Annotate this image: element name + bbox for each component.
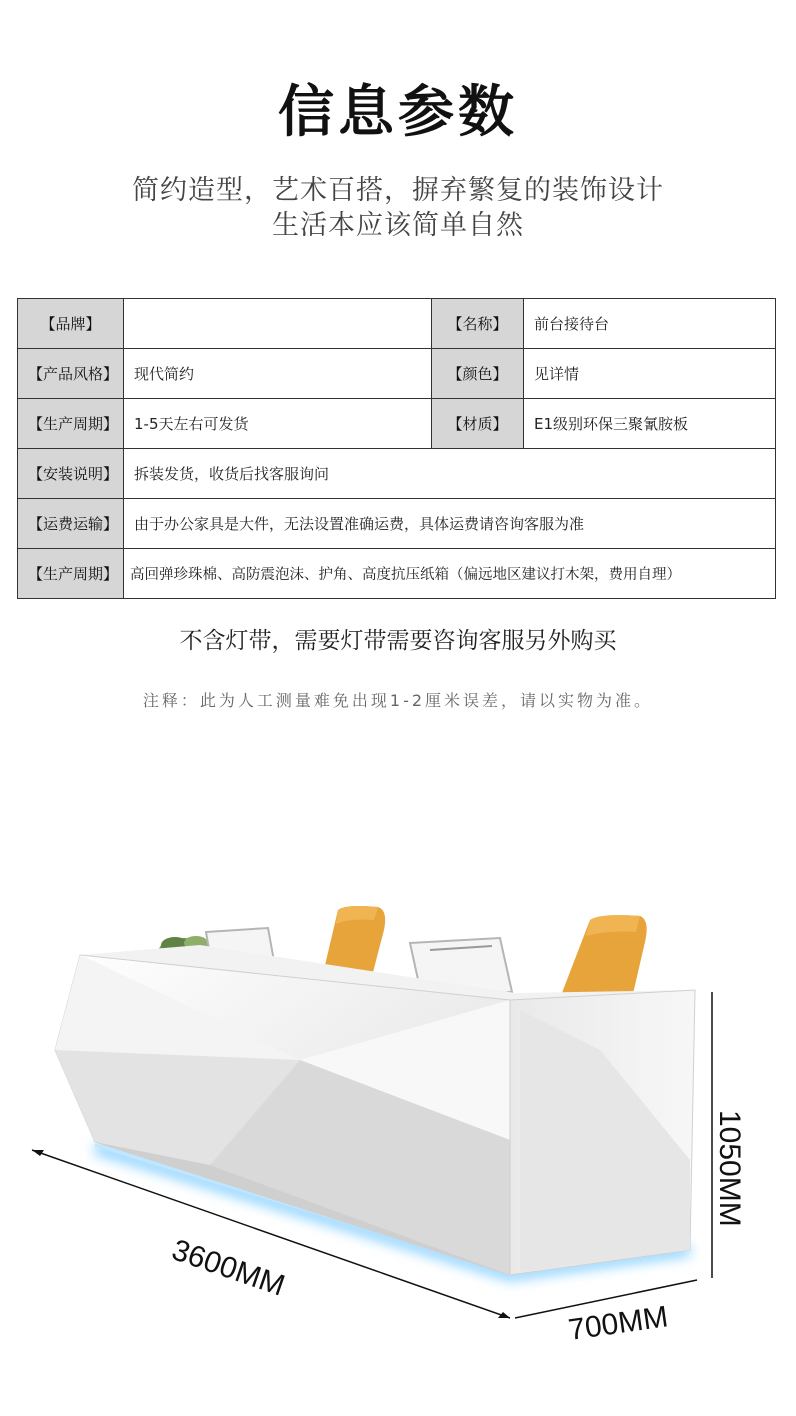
style-label: 【产品风格】 [18, 349, 124, 399]
spec-table [17, 298, 776, 599]
height-label: 1050MM [713, 1110, 746, 1227]
table-row [18, 499, 776, 549]
packing-value: 高回弹珍珠棉、高防震泡沫、护角、高度抗压纸箱（偏远地区建议打木架，费用自理） [124, 549, 776, 599]
page-title: 信息参数 [278, 80, 518, 145]
reception-desk-illustration [0, 880, 796, 1360]
install-label: 【安装说明】 [18, 449, 124, 499]
install-value: 拆装发货，收货后找客服询问 [124, 449, 776, 499]
name-label: 【名称】 [432, 299, 524, 349]
depth-label: 700MM [566, 1300, 671, 1347]
table-row [18, 449, 776, 499]
chair-right [560, 915, 647, 998]
table-row [18, 399, 776, 449]
material-label: 【材质】 [432, 399, 524, 449]
cycle-label: 【生产周期】 [18, 399, 124, 449]
subtitle-line-1: 简约造型，艺术百搭，摒弃繁复的装饰设计 [132, 175, 664, 206]
height-dimension [712, 992, 746, 1278]
color-label: 【颜色】 [432, 349, 524, 399]
material-value: E1级别环保三聚氰胺板 [524, 399, 776, 449]
shipping-label: 【运费运输】 [18, 499, 124, 549]
measurement-note: 注释：此为人工测量难免出现1-2厘米误差，请以实物为准。 [142, 691, 654, 710]
table-row [18, 349, 776, 399]
name-value: 前台接待台 [524, 299, 776, 349]
depth-dimension [515, 1280, 697, 1347]
reception-desk [55, 945, 695, 1275]
style-value: 现代简约 [124, 349, 432, 399]
led-notice: 不含灯带，需要灯带需要咨询客服另外购买 [179, 628, 617, 654]
cycle-value: 1-5天左右可发货 [124, 399, 432, 449]
brand-value [124, 299, 432, 349]
length-label: 3600MM [167, 1233, 289, 1303]
color-value: 见详情 [524, 349, 776, 399]
table-row [18, 549, 776, 599]
table-row [18, 299, 776, 349]
shipping-value: 由于办公家具是大件，无法设置准确运费，具体运费请咨询客服为准 [124, 499, 776, 549]
packing-label: 【生产周期】 [18, 549, 124, 599]
subtitle-line-2: 生活本应该简单自然 [272, 210, 524, 241]
brand-label: 【品牌】 [18, 299, 124, 349]
